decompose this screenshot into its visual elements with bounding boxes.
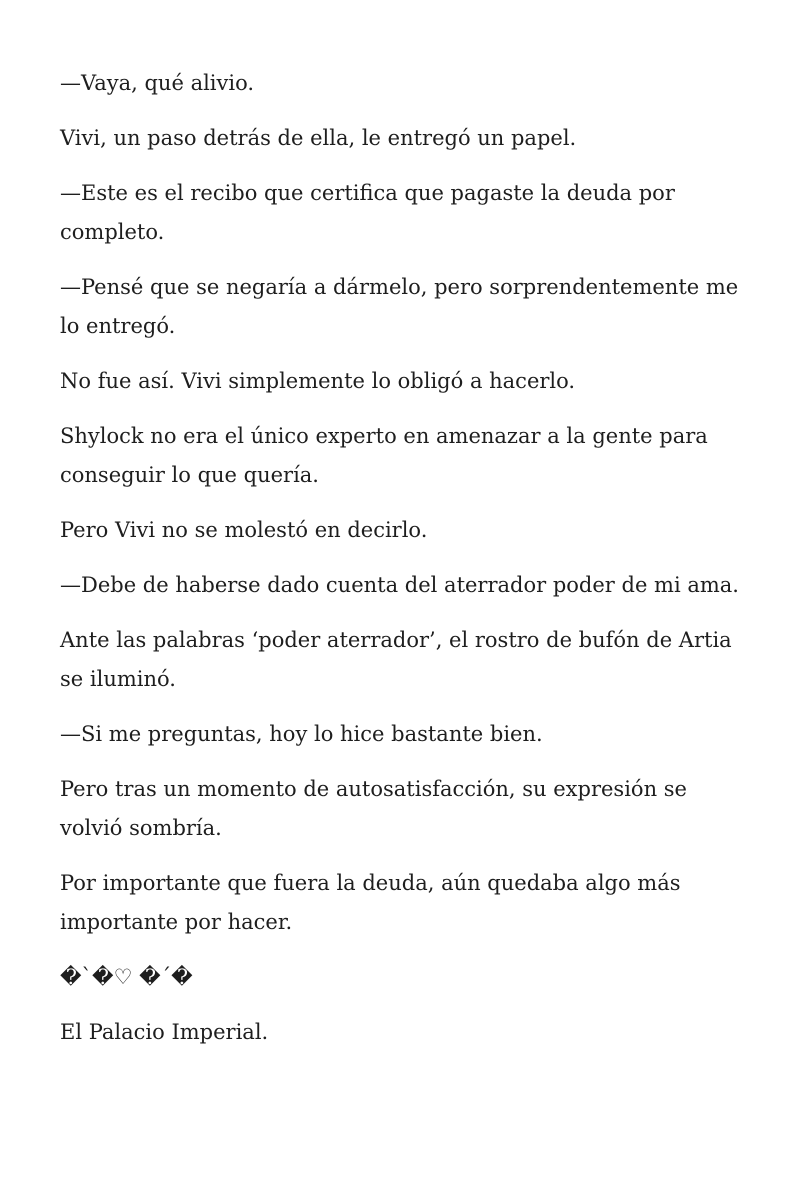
- paragraph-13: El Palacio Imperial.: [60, 1020, 269, 1044]
- paragraph-12: Por importante que fuera la deuda, aún quedaba algo más importante por hacer.: [60, 871, 681, 934]
- paragraph-4: —Pensé que se negaría a dármelo, pero sorprendentemente me lo entregó.: [60, 275, 739, 338]
- paragraph-3: —Este es el recibo que certifica que pagaste la deuda por completo.: [60, 181, 675, 244]
- paragraph-1: —Vaya, qué alivio.: [60, 71, 255, 95]
- paragraph-9: Ante las palabras ‘poder aterrador’, el rostro de bufón de Artia se iluminó.: [60, 628, 732, 691]
- paragraph-8: —Debe de haberse dado cuenta del aterrador poder de mi ama.: [60, 573, 739, 597]
- paragraph-2: Vivi, un paso detrás de ella, le entregó un papel.: [60, 126, 577, 150]
- paragraph-5: No fue así. Vivi simplemente lo obligó a hacerlo.: [60, 369, 576, 393]
- paragraph-6: Shylock no era el único experto en amenazar a la gente para conseguir lo que quería.: [60, 424, 708, 487]
- paragraph-11: Pero tras un momento de autosatisfacción, su expresión se volvió sombría.: [60, 777, 687, 840]
- paragraph-10: —Si me preguntas, hoy lo hice bastante bien.: [60, 722, 543, 746]
- scene-break-ornament: �`�♡ �´�: [60, 965, 193, 989]
- document-page: [60, 64, 750, 1068]
- paragraph-7: Pero Vivi no se molestó en decirlo.: [60, 518, 428, 542]
